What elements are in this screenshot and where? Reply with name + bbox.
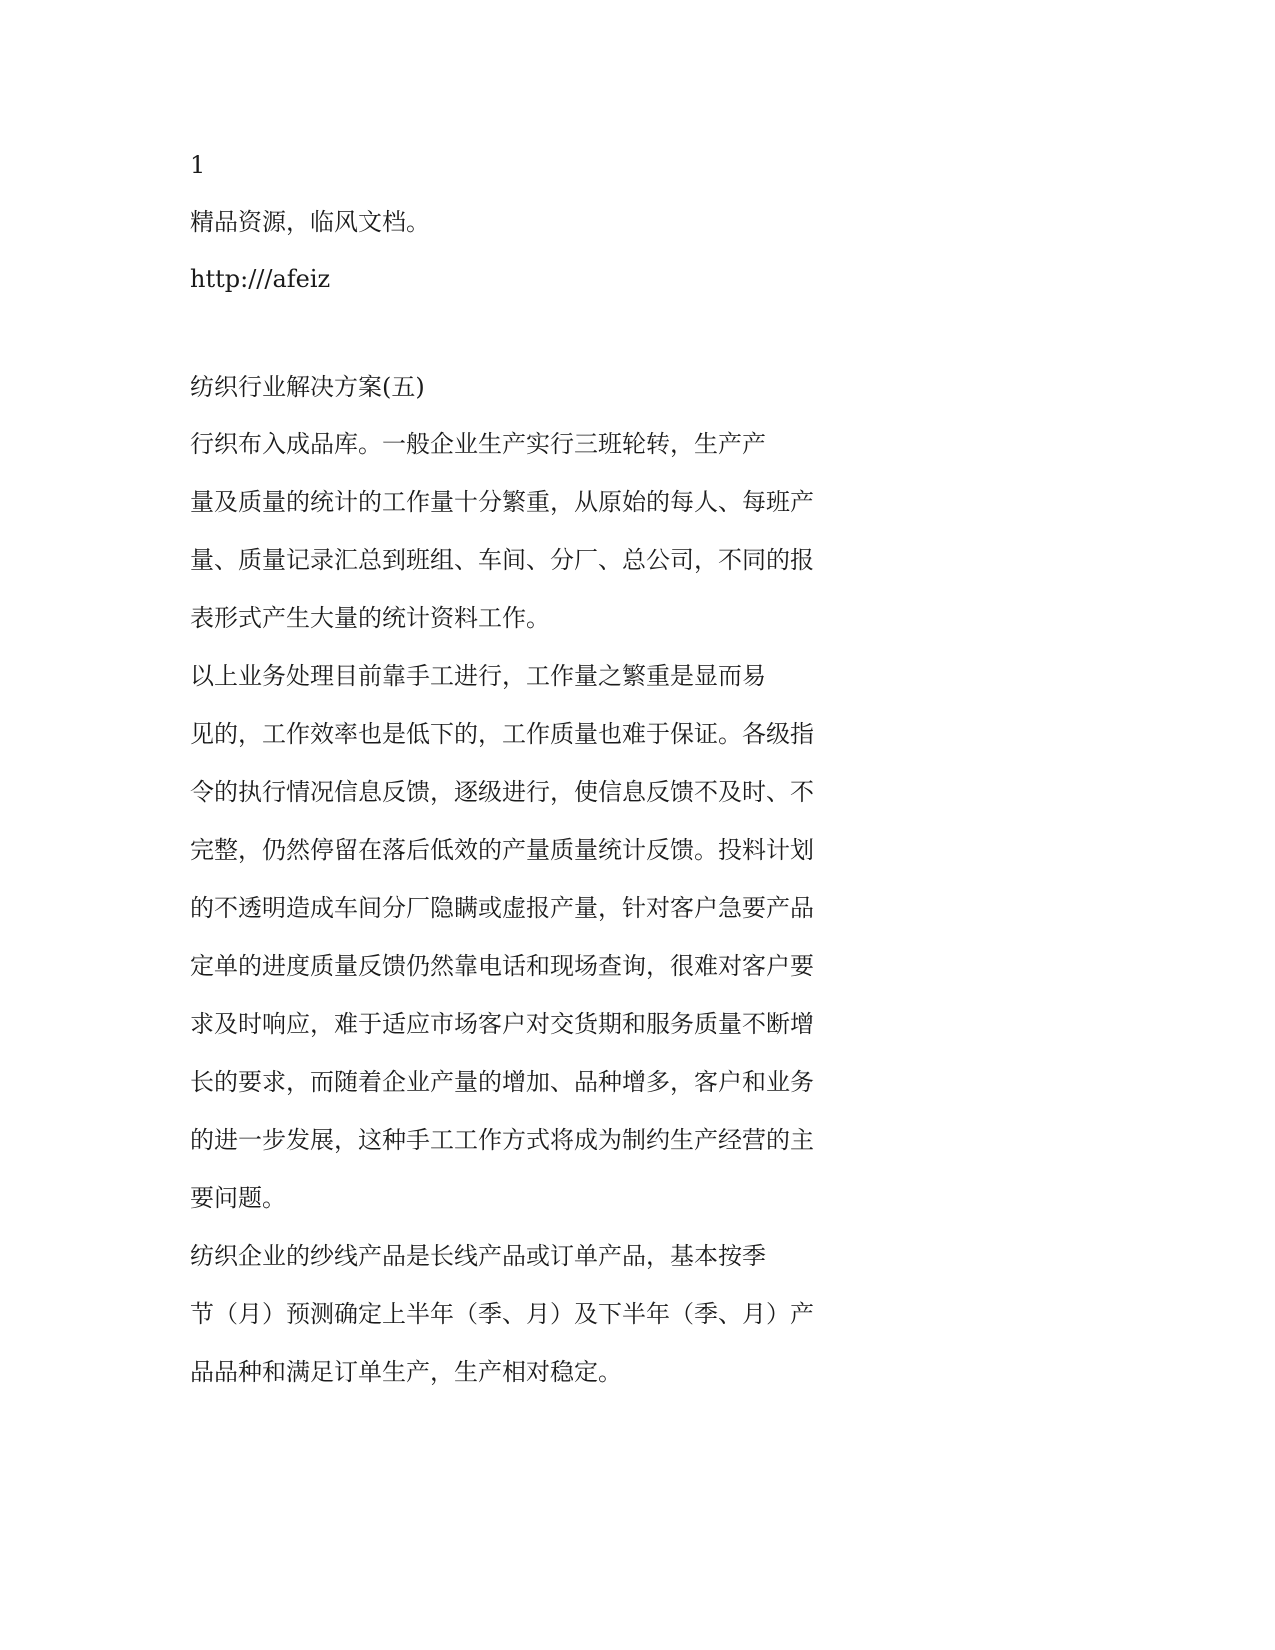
body-line: 表形式产生大量的统计资料工作。 [190,604,550,632]
body-line: 量及质量的统计的工作量十分繁重，从原始的每人、每班产 [190,488,814,516]
body-line: 定单的进度质量反馈仍然靠电话和现场查询，很难对客户要 [190,952,814,980]
tagline: 精品资源，临风文档。 [190,208,430,236]
body-line: 的不透明造成车间分厂隐瞒或虚报产量，针对客户急要产品 [190,894,814,922]
body-line: 纺织企业的纱线产品是长线产品或订单产品，基本按季 [190,1242,766,1270]
body-line: 品品种和满足订单生产，生产相对稳定。 [190,1358,622,1386]
body-line: 见的，工作效率也是低下的，工作质量也难于保证。各级指 [190,720,814,748]
body-line: 的进一步发展，这种手工工作方式将成为制约生产经营的主 [190,1126,814,1154]
body-line: 行织布入成品库。一般企业生产实行三班轮转，生产产 [190,430,766,458]
body-line: 令的执行情况信息反馈，逐级进行，使信息反馈不及时、不 [190,778,814,806]
body-line: 以上业务处理目前靠手工进行，工作量之繁重是显而易 [190,662,766,690]
body-line: 要问题。 [190,1184,286,1212]
body-line: 长的要求，而随着企业产量的增加、品种增多，客户和业务 [190,1068,814,1096]
page-number: 1 [190,151,206,179]
source-url: http:///afeiz [190,265,331,293]
document-title: 纺织行业解决方案(五) [190,373,425,401]
body-line: 节（月）预测确定上半年（季、月）及下半年（季、月）产 [190,1300,814,1328]
body-line: 完整，仍然停留在落后低效的产量质量统计反馈。投料计划 [190,836,814,864]
body-line: 求及时响应，难于适应市场客户对交货期和服务质量不断增 [190,1010,814,1038]
body-line: 量、质量记录汇总到班组、车间、分厂、总公司，不同的报 [190,546,814,574]
